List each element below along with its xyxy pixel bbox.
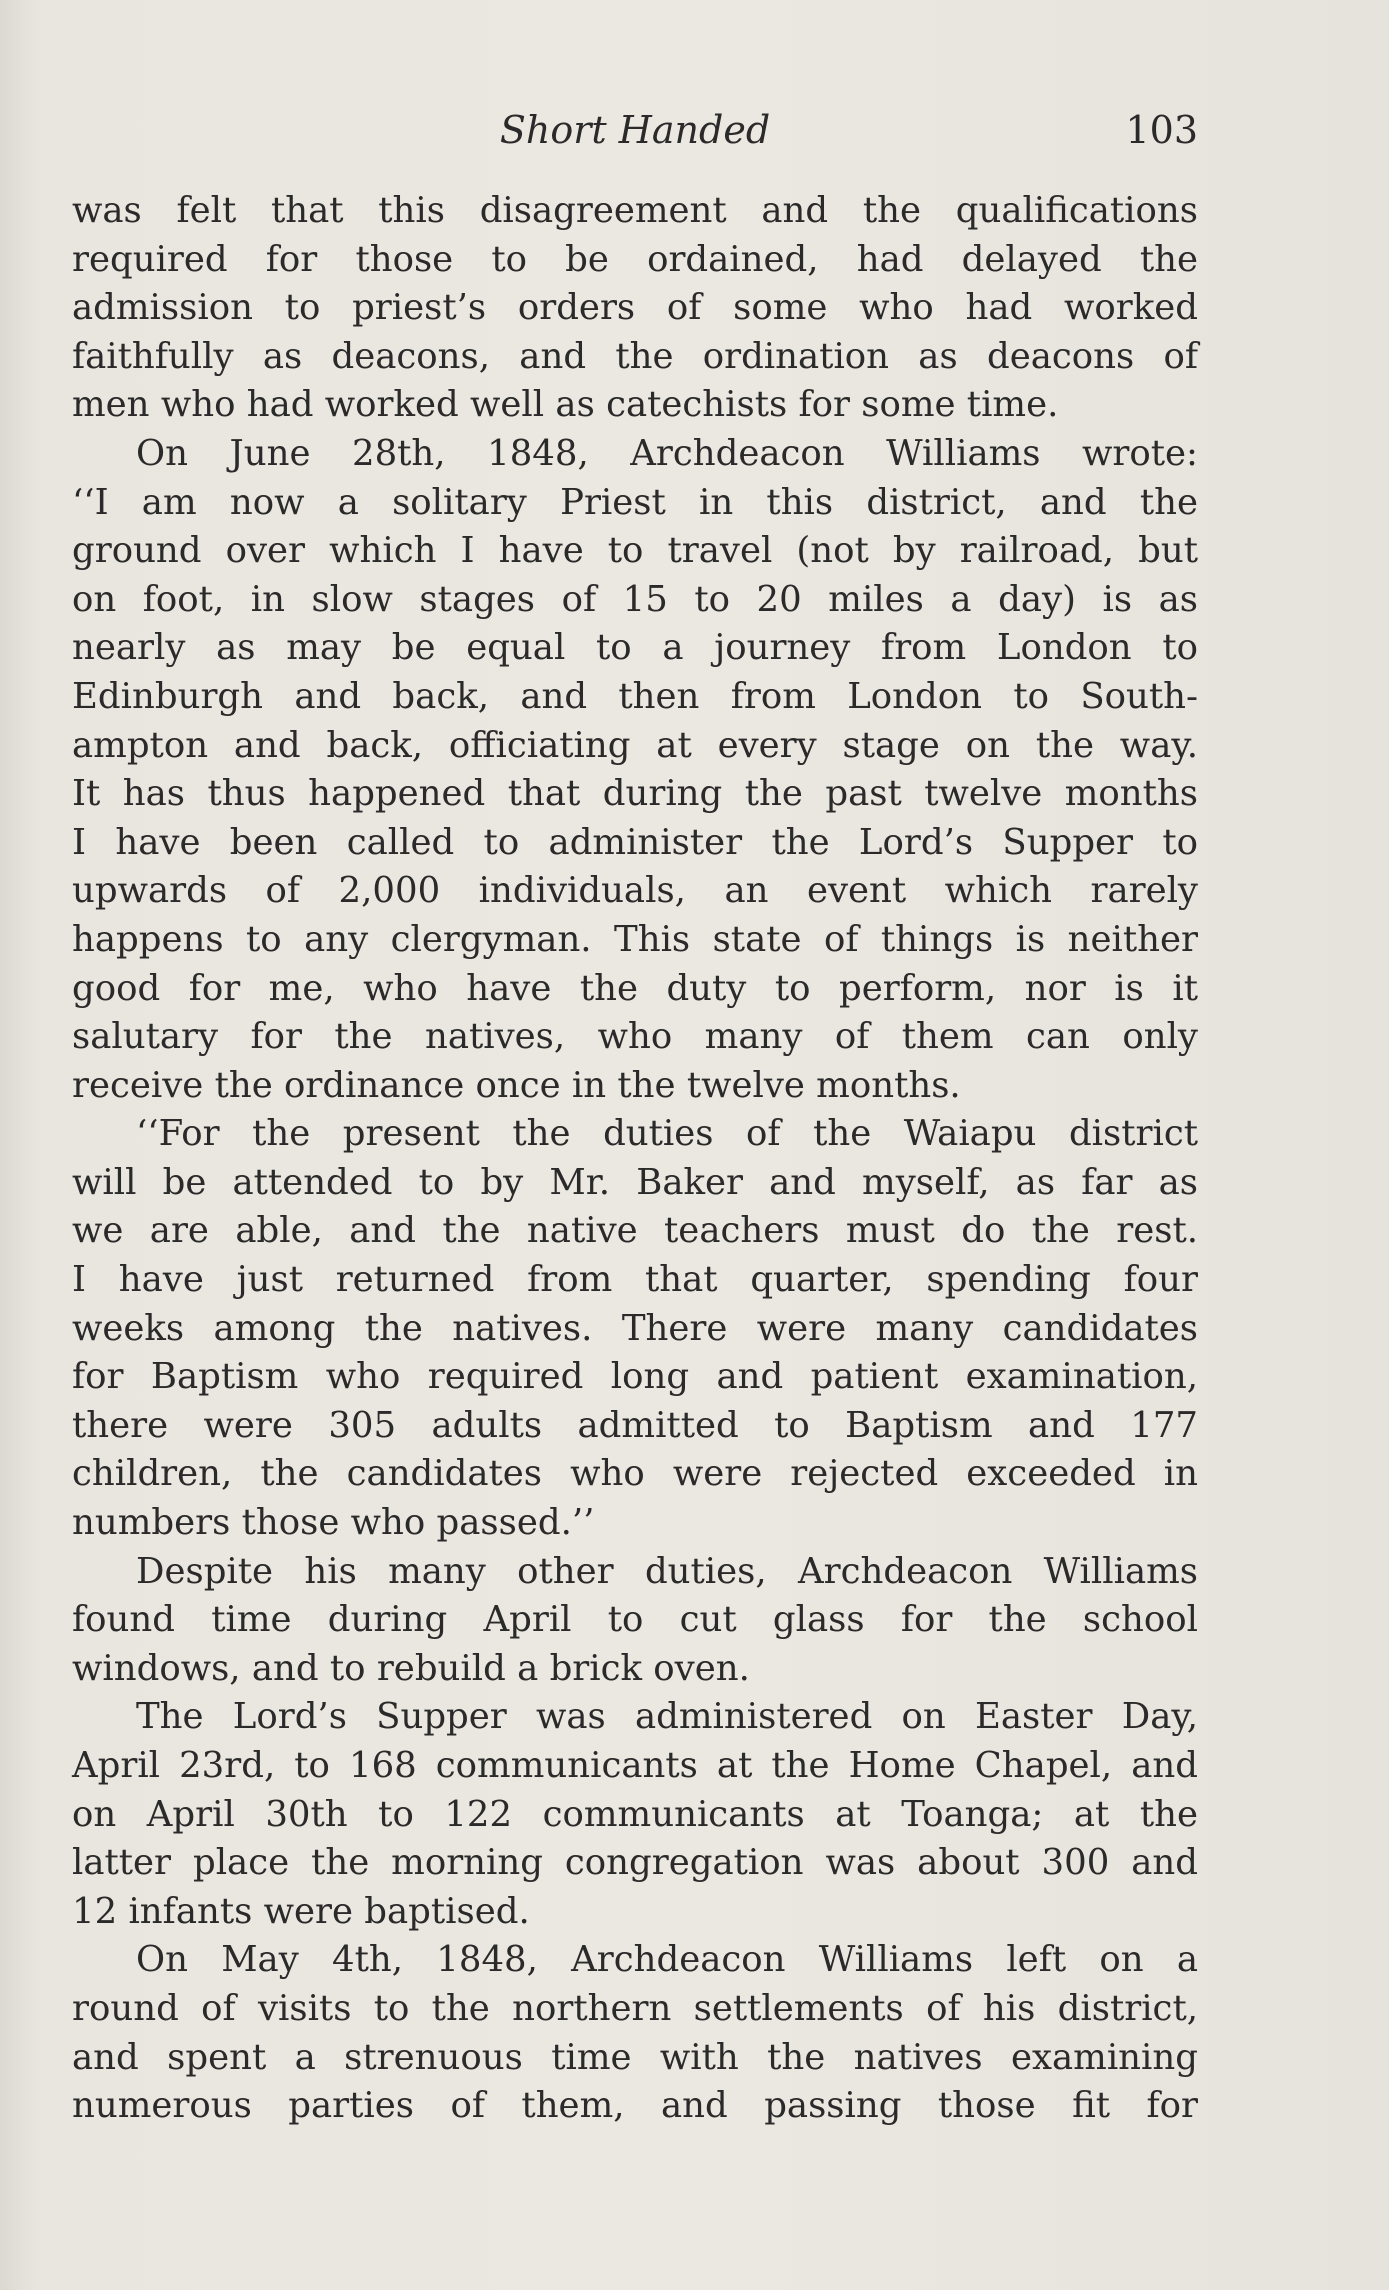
text-line: ‘‘I am now a solitary Priest in this district, and the xyxy=(72,481,1198,523)
running-title: Short Handed xyxy=(499,108,771,152)
text-line: men who had worked well as catechists for some time. xyxy=(72,384,1059,426)
text-line: upwards of 2,000 individuals, an event which rarely xyxy=(72,870,1198,912)
text-line: Edinburgh and back, and then from London to South- xyxy=(72,675,1198,717)
text-line: windows, and to rebuild a brick oven. xyxy=(72,1647,750,1689)
text-line: numerous parties of them, and passing those fit for xyxy=(72,2085,1198,2127)
text-line: latter place the morning congregation was about 300 and xyxy=(72,1842,1198,1884)
text-line: for Baptism who required long and patient examination, xyxy=(72,1356,1198,1398)
text-line: I have just returned from that quarter, spending four xyxy=(72,1259,1198,1301)
text-line: required for those to be ordained, had delayed the xyxy=(72,238,1198,280)
text-line: On June 28th, 1848, Archdeacon Williams wrote: xyxy=(136,432,1198,474)
text-line: happens to any clergyman. This state of things is neither xyxy=(72,918,1198,960)
page-number: 103 xyxy=(1125,108,1198,152)
body-text xyxy=(72,187,1198,2131)
text-line: nearly as may be equal to a journey from London to xyxy=(72,627,1198,669)
text-line: will be attended to by Mr. Baker and myself, as far as xyxy=(72,1161,1198,1203)
text-line: On May 4th, 1848, Archdeacon Williams left on a xyxy=(136,1939,1198,1981)
text-line: on April 30th to 122 communicants at Toanga; at the xyxy=(72,1793,1198,1835)
text-line: receive the ordinance once in the twelve months. xyxy=(72,1064,961,1106)
text-line: found time during April to cut glass for the school xyxy=(72,1599,1198,1641)
text-line: April 23rd, to 168 communicants at the Home Chapel, and xyxy=(72,1745,1198,1786)
text-line: good for me, who have the duty to perform, nor is it xyxy=(72,967,1198,1009)
text-line: children, the candidates who were rejected exceeded in xyxy=(72,1453,1198,1495)
text-line: faithfully as deacons, and the ordination as deacons of xyxy=(72,335,1198,377)
text-line: on foot, in slow stages of 15 to 20 miles a day) is as xyxy=(72,578,1198,620)
text-line: admission to priest’s orders of some who had worked xyxy=(72,287,1198,329)
text-line: ‘‘For the present the duties of the Waiapu district xyxy=(136,1113,1198,1155)
text-line: numbers those who passed.’’ xyxy=(72,1502,595,1544)
page-header xyxy=(72,102,1198,158)
text-line: Despite his many other duties, Archdeacon Williams xyxy=(136,1550,1198,1592)
text-line: ampton and back, officiating at every stage on the way. xyxy=(72,724,1198,766)
text-line: there were 305 adults admitted to Baptism and 177 xyxy=(72,1404,1198,1446)
text-line: It has thus happened that during the past twelve months xyxy=(72,773,1198,815)
text-line: salutary for the natives, who many of them can only xyxy=(72,1016,1198,1058)
text-line: 12 infants were baptised. xyxy=(72,1890,530,1932)
text-line: weeks among the natives. There were many candidates xyxy=(72,1307,1198,1349)
text-line: The Lord’s Supper was administered on Easter Day, xyxy=(136,1696,1198,1738)
text-line: was felt that this disagreement and the qualifications xyxy=(72,190,1198,231)
text-line: I have been called to administer the Lord’s Supper to xyxy=(72,821,1198,863)
text-line: we are able, and the native teachers must do the rest. xyxy=(72,1210,1198,1252)
text-line: round of visits to the northern settlements of his district, xyxy=(72,1987,1198,2029)
text-line: and spent a strenuous time with the natives examining xyxy=(72,2036,1198,2078)
text-line: ground over which I have to travel (not by railroad, but xyxy=(72,530,1198,572)
